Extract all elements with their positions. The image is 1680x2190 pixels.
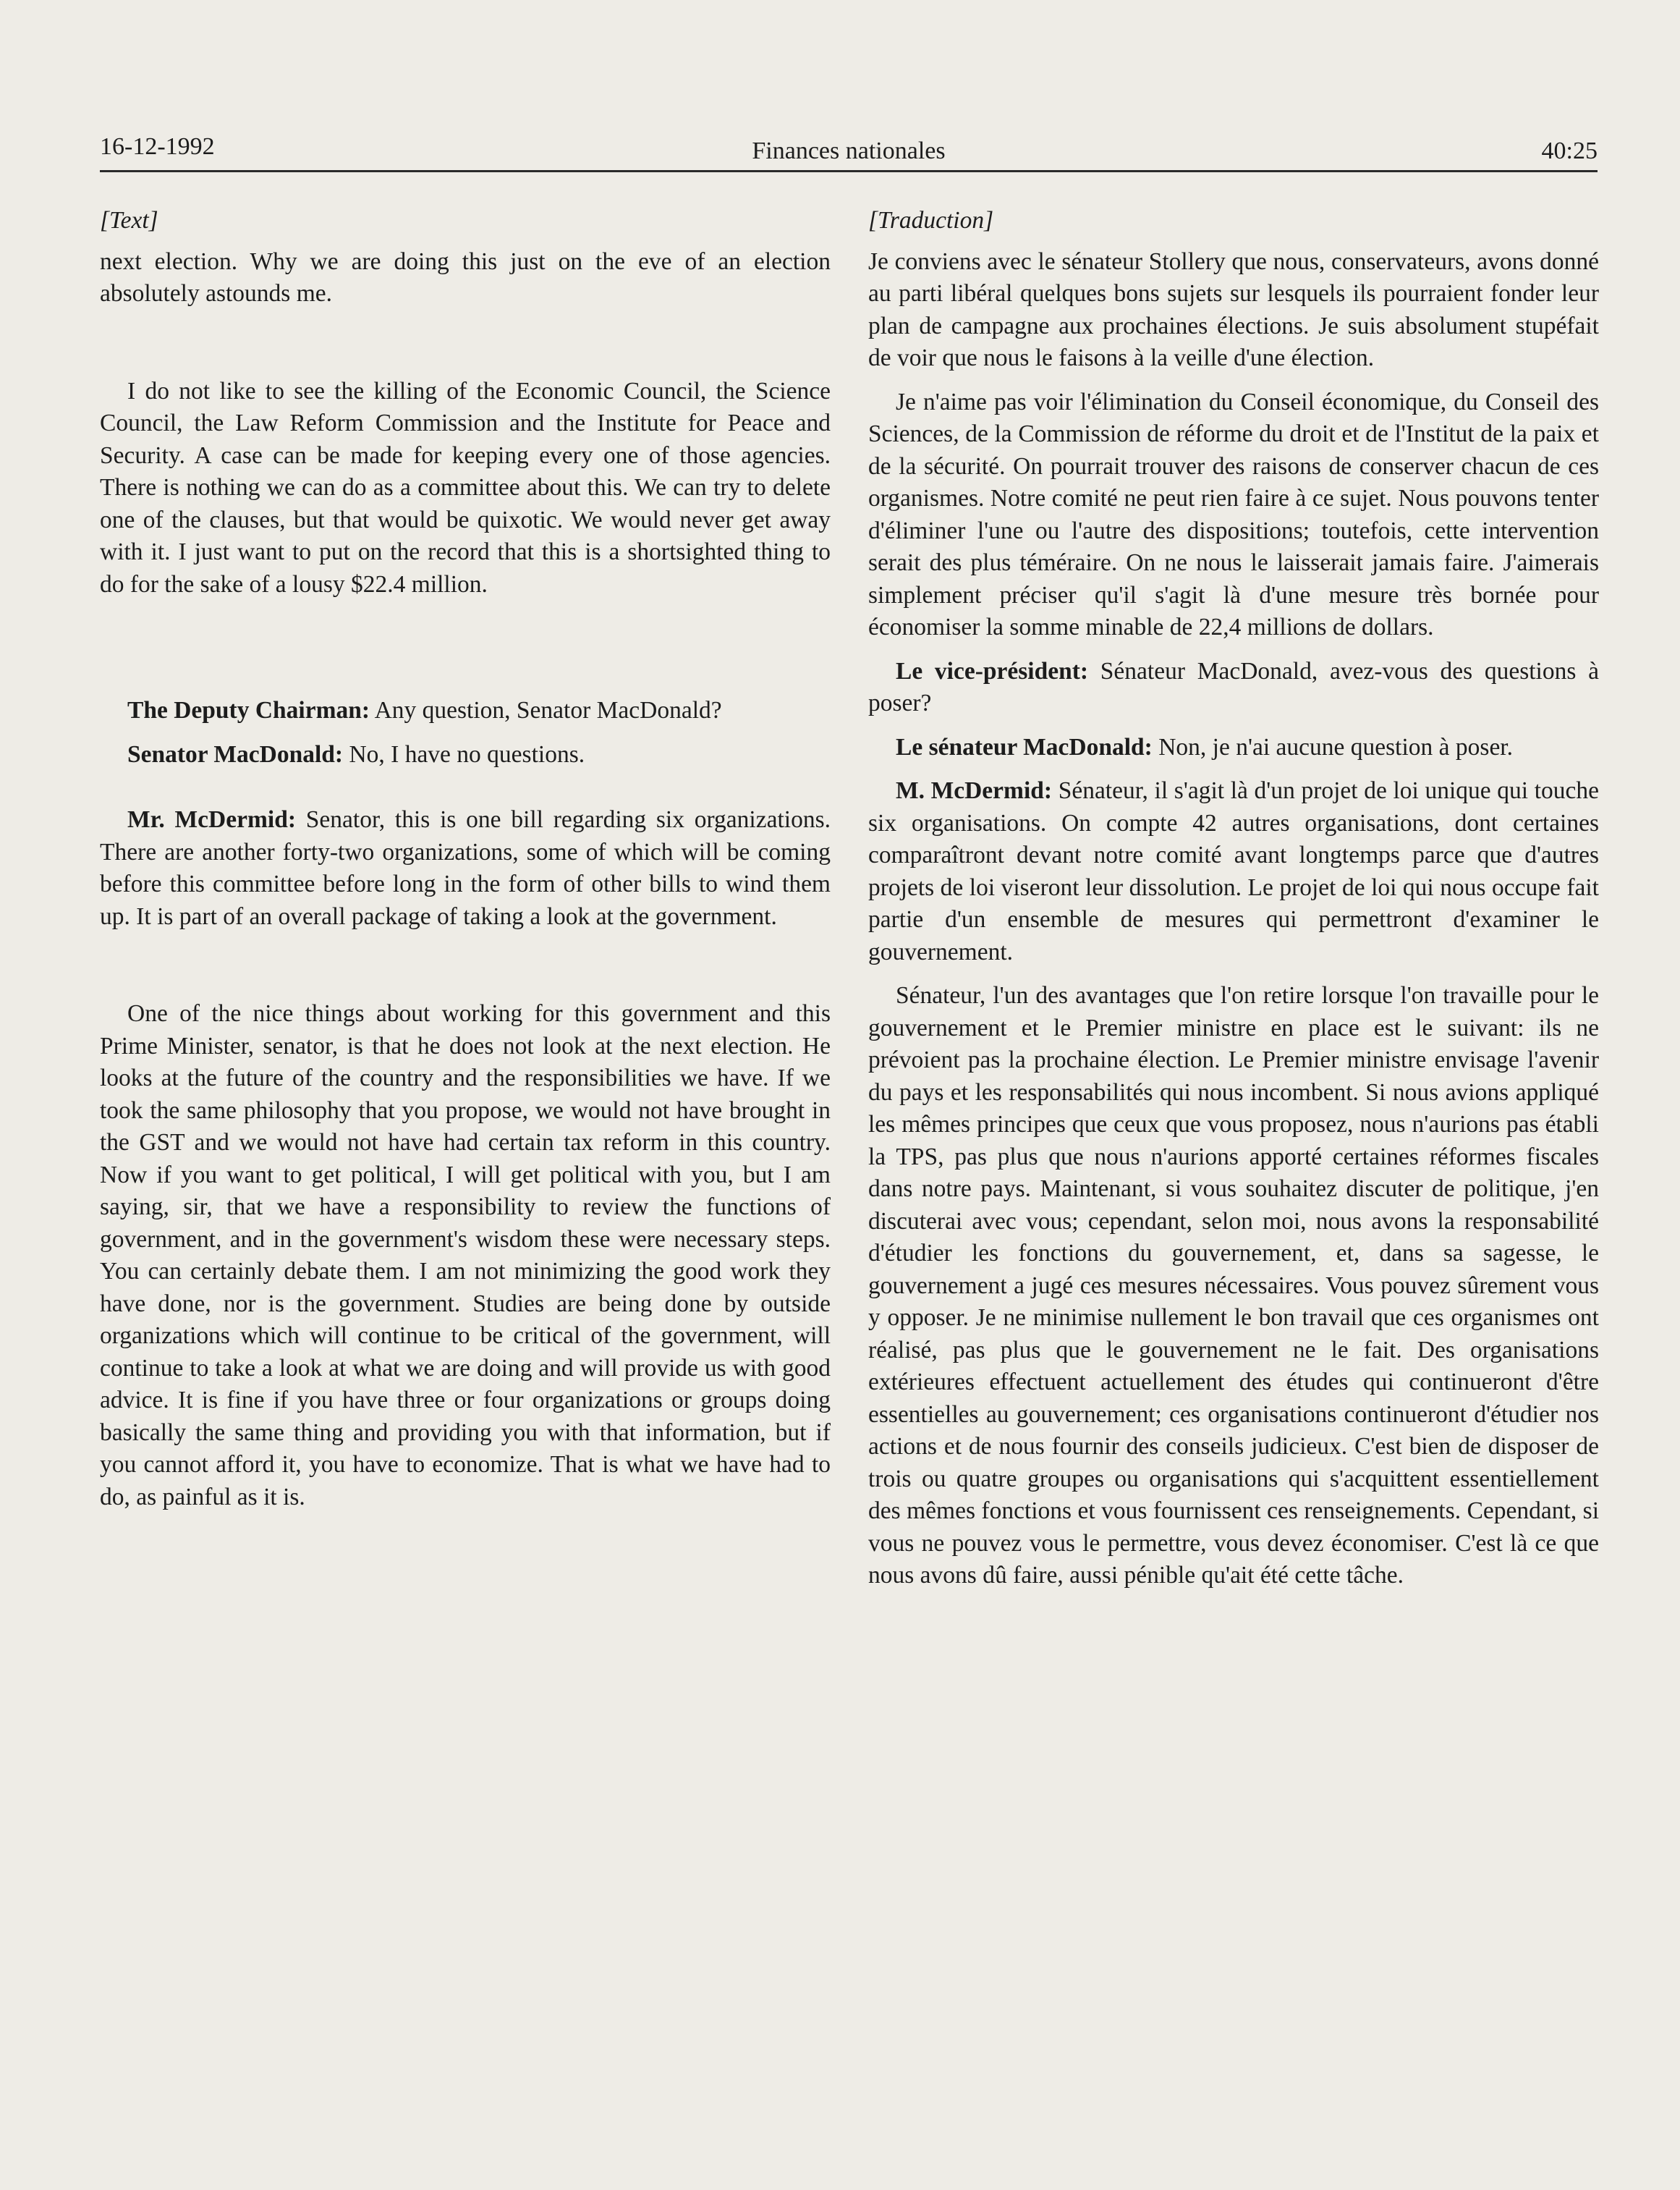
speech-paragraph [100, 804, 831, 933]
english-column [100, 205, 831, 1513]
speech-paragraph [100, 695, 831, 727]
speech-text: Non, je n'ai aucune question à poser. [1158, 733, 1513, 761]
paragraph: One of the nice things about working for this government and this Prime Minister, senator, is that he does not look at the next election. He looks at the future of the country and the responsibilities we have. If we took the same philosophy that you propose, we would not have brought in the GST and we would not have had certain tax reform in this country. Now if you want to get political, I will get political with you, but I am saying, sir, that we have a responsibility to review the functions of government, and in the government's wisdom these were necessary steps. You can certainly debate them. I am not minimizing the good work they have done, nor is the government. Studies are being done by outside organizations which will continue to be critical of the government, will continue to take a look at what we are doing and will provide us with good advice. It is fine if you have three or four organizations or groups doing basically the same thing and providing you with that information, but if you cannot afford it, you have to economize. That is what we have had to do, as painful as it is. [100, 1000, 831, 1510]
speech-text: Sénateur MacDonald, avez-vous des questions à poser? [868, 657, 1599, 716]
paragraph: I do not like to see the killing of the Economic Council, the Science Council, the Law Reform Commission and the Institute for Peace and Security. A case can be made for keeping every one of those agencies. There is nothing we can do as a committee about this. We can try to delete one of the clauses, but that would be quixotic. We would never get away with it. I just want to put on the record that this is a shortsighted thing to do for the sake of a lousy $22.4 million. [100, 377, 831, 598]
header-rule [100, 170, 1598, 172]
language-tag: [Text] [100, 207, 158, 234]
header-title: Finances nationales [752, 138, 946, 164]
paragraph: Sénateur, l'un des avantages que l'on retire lorsque l'on travaille pour le gouvernement et le Premier ministre en place est le suivant: ils ne prévoient pas la prochaine élection. Le Premier ministre envisage l'avenir du pays et les responsabilités qui nous incombent. Si nous avions appliqué les mêmes principes que ceux que vous proposez, nous n'aurions pas établi la TPS, pas plus que nous n'aurions apporté certaines réformes fiscales dans notre pays. Maintenant, si vous souhaitez discuter de politique, j'en discuterai avec vous; cependant, selon moi, nous avons la responsabilité d'étudier les fonctions du gouvernement, et, dans sa sagesse, le gouvernement a jugé ces mesures nécessaires. Vous pouvez sûrement vous y opposer. Je ne minimise nullement le bon travail que ces organismes ont réalisé, pas plus que le gouvernement ne le fait. Des organisations extérieures effectuent actuellement des études qui continueront d'être essentielles au gouvernement; ces organisations continueront d'étudier nos actions et de nous fournir des conseils judicieux. C'est bien de disposer de trois ou quatre groupes ou organisations qui s'acquittent essentiellement des mêmes fonctions et vous fournissent ces renseignements. Cependant, si vous ne pouvez vous le permettre, vous devez économiser. C'est là ce que nous avons dû faire, aussi pénible qu'ait été cette tâche. [868, 982, 1599, 1589]
page-header [100, 127, 1598, 171]
speech-paragraph [868, 775, 1599, 968]
speech-text: Any question, Senator MacDonald? [374, 697, 722, 724]
speech-paragraph [868, 732, 1599, 764]
speech-paragraph [100, 739, 831, 771]
speaker-name: The Deputy Chairman: [127, 697, 370, 724]
speech-text: Sénateur, il s'agit là d'un projet de loi unique qui touche six organisations. On compte 42 autres organisations, dont certaines comparaîtront devant notre comité avant longtemps parce que d'autres projets de loi viseront leur dissolution. Le projet de loi qui nous occupe fait partie d'un ensemble de mesures qui permettront d'examiner le gouvernement. [868, 777, 1599, 965]
speaker-name: Senator MacDonald: [127, 740, 344, 768]
speech-text: Senator, this is one bill regarding six organizations. There are another forty-two organizations, some of which will be coming before this committee before long in the form of other bills to wind them up. It is part of an overall package of taking a look at the government. [100, 806, 831, 930]
speech-paragraph [868, 656, 1599, 720]
header-page-number: 40:25 [1541, 138, 1598, 164]
speech-text: No, I have no questions. [349, 740, 585, 768]
header-date: 16-12-1992 [100, 133, 215, 160]
speaker-name: Mr. McDermid: [127, 806, 296, 833]
paragraph: next election. Why we are doing this just on the eve of an election absolutely astounds me. [100, 248, 831, 307]
speaker-name: Le sénateur MacDonald: [896, 733, 1153, 761]
speaker-name: M. McDermid: [896, 777, 1053, 804]
paragraph: Je n'aime pas voir l'élimination du Conseil économique, du Conseil des Sciences, de la Commission de réforme du droit et de l'Institut de la paix et de la sécurité. On pourrait trouver des raisons de conserver chacun de ces organismes. Notre comité ne peut rien faire à ce sujet. Nous pouvons tenter d'éliminer l'une ou l'autre des dispositions; toutefois, cette intervention serait des plus téméraire. On ne nous le laisserait jamais faire. J'aimerais simplement préciser qu'il s'agit là d'une mesure très bornée pour économiser la somme minable de 22,4 millions de dollars. [868, 388, 1599, 640]
speaker-name: Le vice-président: [896, 657, 1089, 685]
french-column [868, 205, 1599, 1592]
paragraph: Je conviens avec le sénateur Stollery que nous, conservateurs, avons donné au parti libéral quelques bons sujets sur lesquels ils pourraient fonder leur plan de campagne aux prochaines élections. Je suis absolument stupéfait de voir que nous le faisons à la veille d'une élection. [868, 248, 1599, 371]
language-tag: [Traduction] [868, 207, 994, 234]
